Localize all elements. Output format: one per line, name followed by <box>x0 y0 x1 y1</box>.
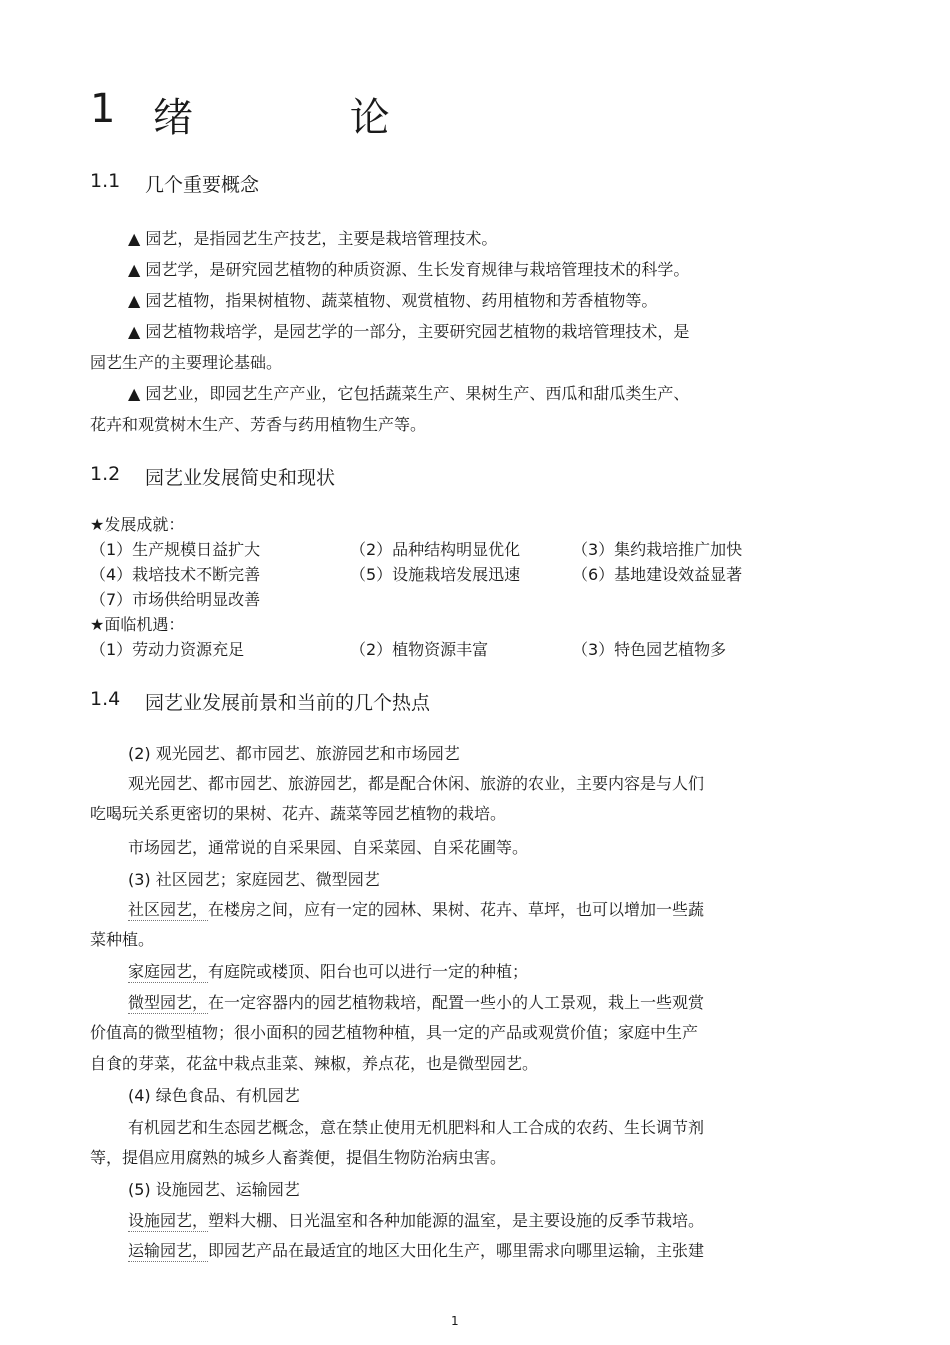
paragraph-line <box>128 962 528 982</box>
community-gardening-term: 社区园艺， <box>128 900 209 919</box>
opportunities-label: ★面临机遇： <box>90 615 185 634</box>
achievement-item: （3）集约栽培推广加快 <box>572 540 743 559</box>
achievement-item: （2）品种结构明显优化 <box>350 540 521 559</box>
achievement-item: （1）生产规模日益扩大 <box>90 540 261 559</box>
paragraph-line: 价值高的微型植物；很小面积的园艺植物种植，具一定的产品或观赏价值；家庭中生产 <box>90 1023 699 1042</box>
concept-bullet: ▲ 园艺学，是研究园艺植物的种质资源、生长发育规律与栽培管理技术的科学。 <box>128 260 690 279</box>
opportunity-item: （1）劳动力资源充足 <box>90 640 245 659</box>
facility-gardening-term: 设施园艺， <box>128 1211 209 1230</box>
paragraph-line: 菜种植。 <box>90 930 155 949</box>
micro-gardening-term: 微型园艺， <box>128 993 209 1012</box>
paragraph-line: 吃喝玩关系更密切的果树、花卉、蔬菜等园艺植物的栽培。 <box>90 804 507 823</box>
community-gardening-text: 在楼房之间，应有一定的园林、果树、花卉、草坪，也可以增加一些蔬 <box>208 900 705 919</box>
paragraph-line <box>128 993 704 1013</box>
section-1-number: 1.1 <box>90 170 121 192</box>
paragraph-line: 自食的芽菜，花盆中栽点韭菜、辣椒，养点花，也是微型园艺。 <box>90 1054 539 1073</box>
paragraph-line: 市场园艺，通常说的自采果园、自采菜园、自采花圃等。 <box>128 838 529 857</box>
paragraph-line <box>128 1241 704 1261</box>
paragraph-line: 有机园艺和生态园艺概念，意在禁止使用无机肥料和人工合成的农药、生长调节剂 <box>128 1118 705 1137</box>
subsection-title: (3) 社区园艺；家庭园艺、微型园艺 <box>128 870 380 889</box>
micro-gardening-text: 在一定容器内的园艺植物栽培，配置一些小的人工景观，栽上一些观赏 <box>208 993 705 1012</box>
concept-bullet-continuation: 园艺生产的主要理论基础。 <box>90 353 283 372</box>
paragraph-line: 观光园艺、都市园艺、旅游园艺，都是配合休闲、旅游的农业，主要内容是与人们 <box>128 774 705 793</box>
paragraph-line <box>128 1211 704 1231</box>
transport-gardening-term: 运输园艺， <box>128 1241 209 1260</box>
concept-bullet-continuation: 花卉和观赏树木生产、芳香与药用植物生产等。 <box>90 415 427 434</box>
opportunity-item: （3）特色园艺植物多 <box>572 640 727 659</box>
home-gardening-text: 有庭院或楼顶、阳台也可以进行一定的种植； <box>208 962 529 981</box>
page-number: 1 <box>451 1314 459 1328</box>
subsection-title: (4) 绿色食品、有机园艺 <box>128 1086 300 1105</box>
chapter-title: 绪 论 <box>153 95 462 141</box>
achievement-item: （5）设施栽培发展迅速 <box>350 565 521 584</box>
opportunity-item: （2）植物资源丰富 <box>350 640 489 659</box>
section-2-heading: 园艺业发展简史和现状 <box>145 467 336 489</box>
concept-bullet: ▲ 园艺植物栽培学，是园艺学的一部分，主要研究园艺植物的栽培管理技术，是 <box>128 322 690 341</box>
section-2-number: 1.2 <box>90 463 121 485</box>
chapter-number: 1 <box>90 86 116 132</box>
subsection-title: (2) 观光园艺、都市园艺、旅游园艺和市场园艺 <box>128 744 460 763</box>
home-gardening-term: 家庭园艺， <box>128 962 209 981</box>
section-4-number: 1.4 <box>90 688 121 710</box>
concept-bullet: ▲ 园艺业，即园艺生产产业，它包括蔬菜生产、果树生产、西瓜和甜瓜类生产、 <box>128 384 690 403</box>
section-1-heading: 几个重要概念 <box>145 174 260 196</box>
achievement-item: （7）市场供给明显改善 <box>90 590 261 609</box>
facility-gardening-text: 塑料大棚、日光温室和各种加能源的温室，是主要设施的反季节栽培。 <box>208 1211 705 1230</box>
achievement-item: （6）基地建设效益显著 <box>572 565 743 584</box>
achievement-item: （4）栽培技术不断完善 <box>90 565 261 584</box>
transport-gardening-text: 即园艺产品在最适宜的地区大田化生产，哪里需求向哪里运输，主张建 <box>208 1241 705 1260</box>
concept-bullet: ▲ 园艺植物，指果树植物、蔬菜植物、观赏植物、药用植物和芳香植物等。 <box>128 291 658 310</box>
subsection-title: (5) 设施园艺、运输园艺 <box>128 1180 300 1199</box>
achievements-label: ★发展成就： <box>90 515 185 534</box>
section-4-heading: 园艺业发展前景和当前的几个热点 <box>145 692 431 714</box>
paragraph-line: 等，提倡应用腐熟的城乡人畜粪便，提倡生物防治病虫害。 <box>90 1148 507 1167</box>
paragraph-line <box>128 900 704 920</box>
concept-bullet: ▲ 园艺，是指园艺生产技艺，主要是栽培管理技术。 <box>128 229 498 248</box>
